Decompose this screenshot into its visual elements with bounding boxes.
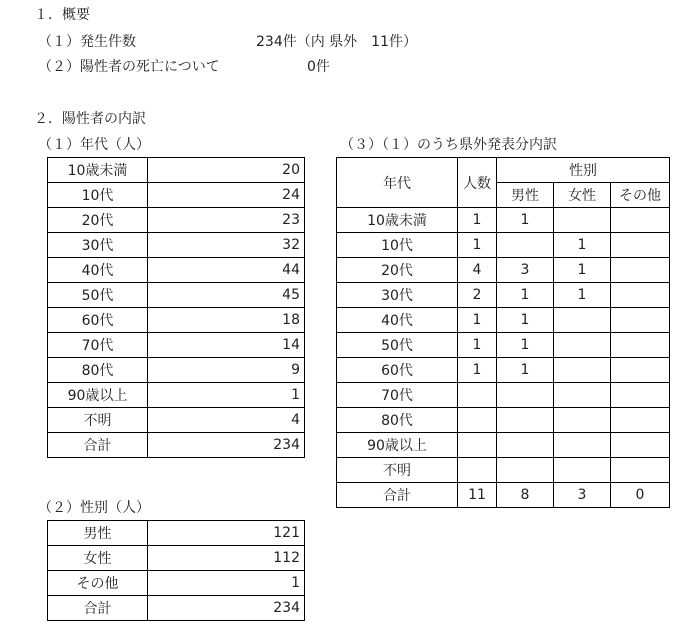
row-count (458, 458, 497, 483)
table-row (48, 208, 305, 233)
row-other: 0 (611, 483, 670, 508)
row-age: 30代 (337, 283, 458, 308)
age-table-caption: （１）年代（人） (38, 137, 150, 153)
row-age: 50代 (337, 333, 458, 358)
table-row (48, 333, 305, 358)
row-age: 10代 (337, 233, 458, 258)
table-row (48, 358, 305, 383)
row-other (611, 408, 670, 433)
row-count: 11 (458, 483, 497, 508)
row-male: 1 (497, 358, 554, 383)
death-label: （２）陽性者の死亡について (38, 59, 220, 75)
row-male (497, 433, 554, 458)
row-other (611, 333, 670, 358)
row-label: 10歳未満 (48, 158, 148, 183)
row-label: 不明 (48, 408, 148, 433)
row-female (554, 433, 611, 458)
row-age: 70代 (337, 383, 458, 408)
row-male (497, 408, 554, 433)
row-female: 1 (554, 258, 611, 283)
header-female: 女性 (554, 183, 611, 208)
row-female (554, 358, 611, 383)
row-female (554, 208, 611, 233)
row-other (611, 208, 670, 233)
table-row (337, 208, 670, 233)
row-label: 女性 (48, 546, 148, 571)
row-male (497, 458, 554, 483)
gender-table-caption: （２）性別（人） (38, 500, 150, 516)
header-count: 人数 (458, 158, 497, 208)
row-age: 60代 (337, 358, 458, 383)
header-male: 男性 (497, 183, 554, 208)
row-value: 32 (148, 233, 305, 258)
table-row (337, 258, 670, 283)
table-row (337, 408, 670, 433)
case-count-value: 234件（内 県外 11件） (256, 34, 417, 50)
row-value: 234 (148, 596, 305, 621)
row-other (611, 383, 670, 408)
row-male: 1 (497, 308, 554, 333)
row-age: 不明 (337, 458, 458, 483)
case-count-label: （１）発生件数 (38, 34, 136, 50)
outside-table (336, 157, 670, 508)
table-row (337, 333, 670, 358)
row-value: 20 (148, 158, 305, 183)
row-label: 90歳以上 (48, 383, 148, 408)
table-row (48, 433, 305, 458)
header-age: 年代 (337, 158, 458, 208)
table-row (337, 458, 670, 483)
row-count: 1 (458, 358, 497, 383)
row-label: 合計 (48, 433, 148, 458)
table-row (337, 433, 670, 458)
row-male: 1 (497, 208, 554, 233)
row-label: 男性 (48, 521, 148, 546)
table-row (337, 233, 670, 258)
row-value: 4 (148, 408, 305, 433)
row-other (611, 258, 670, 283)
row-male: 1 (497, 333, 554, 358)
table-row (337, 358, 670, 383)
row-label: 30代 (48, 233, 148, 258)
row-value: 45 (148, 283, 305, 308)
row-other (611, 283, 670, 308)
table-row (337, 308, 670, 333)
row-female (554, 408, 611, 433)
section1-heading: １．概要 (34, 7, 90, 23)
table-row (48, 233, 305, 258)
row-age: 合計 (337, 483, 458, 508)
row-count (458, 383, 497, 408)
row-age: 80代 (337, 408, 458, 433)
row-other (611, 358, 670, 383)
table-row (48, 596, 305, 621)
row-value: 234 (148, 433, 305, 458)
table-row (48, 158, 305, 183)
table-row (337, 383, 670, 408)
row-female (554, 458, 611, 483)
row-count: 1 (458, 333, 497, 358)
row-value: 1 (148, 571, 305, 596)
row-age: 20代 (337, 258, 458, 283)
row-other (611, 458, 670, 483)
row-male: 8 (497, 483, 554, 508)
row-label: 合計 (48, 596, 148, 621)
row-male: 3 (497, 258, 554, 283)
row-female (554, 308, 611, 333)
row-value: 112 (148, 546, 305, 571)
row-value: 18 (148, 308, 305, 333)
row-female: 3 (554, 483, 611, 508)
outside-table-caption: （３）（１）のうち県外発表分内訳 (340, 137, 557, 153)
table-row (48, 183, 305, 208)
table-row (337, 483, 670, 508)
gender-table (47, 520, 305, 621)
table-row (48, 546, 305, 571)
row-count: 1 (458, 233, 497, 258)
age-table (47, 157, 305, 458)
row-label: 70代 (48, 333, 148, 358)
row-label: 40代 (48, 258, 148, 283)
table-row (48, 308, 305, 333)
row-count: 2 (458, 283, 497, 308)
table-row (48, 383, 305, 408)
row-value: 23 (148, 208, 305, 233)
row-other (611, 433, 670, 458)
row-label: 80代 (48, 358, 148, 383)
row-age: 90歳以上 (337, 433, 458, 458)
row-label: その他 (48, 571, 148, 596)
header-other: その他 (611, 183, 670, 208)
row-male (497, 383, 554, 408)
death-value: 0件 (307, 59, 330, 75)
row-age: 40代 (337, 308, 458, 333)
row-count (458, 433, 497, 458)
row-label: 50代 (48, 283, 148, 308)
table-row (48, 408, 305, 433)
row-other (611, 233, 670, 258)
row-label: 10代 (48, 183, 148, 208)
row-age: 10歳未満 (337, 208, 458, 233)
row-value: 121 (148, 521, 305, 546)
header-gender: 性別 (497, 158, 670, 183)
row-value: 24 (148, 183, 305, 208)
table-row (337, 283, 670, 308)
table-row (48, 521, 305, 546)
row-male (497, 233, 554, 258)
row-female (554, 383, 611, 408)
row-count: 4 (458, 258, 497, 283)
row-label: 20代 (48, 208, 148, 233)
row-female (554, 333, 611, 358)
table-row (48, 283, 305, 308)
row-count: 1 (458, 308, 497, 333)
row-other (611, 308, 670, 333)
table-row (48, 258, 305, 283)
row-value: 14 (148, 333, 305, 358)
table-row (48, 571, 305, 596)
row-value: 1 (148, 383, 305, 408)
row-value: 9 (148, 358, 305, 383)
row-female: 1 (554, 233, 611, 258)
row-male: 1 (497, 283, 554, 308)
row-female: 1 (554, 283, 611, 308)
row-value: 44 (148, 258, 305, 283)
section2-heading: ２．陽性者の内訳 (34, 111, 146, 127)
row-count (458, 408, 497, 433)
row-count: 1 (458, 208, 497, 233)
row-label: 60代 (48, 308, 148, 333)
